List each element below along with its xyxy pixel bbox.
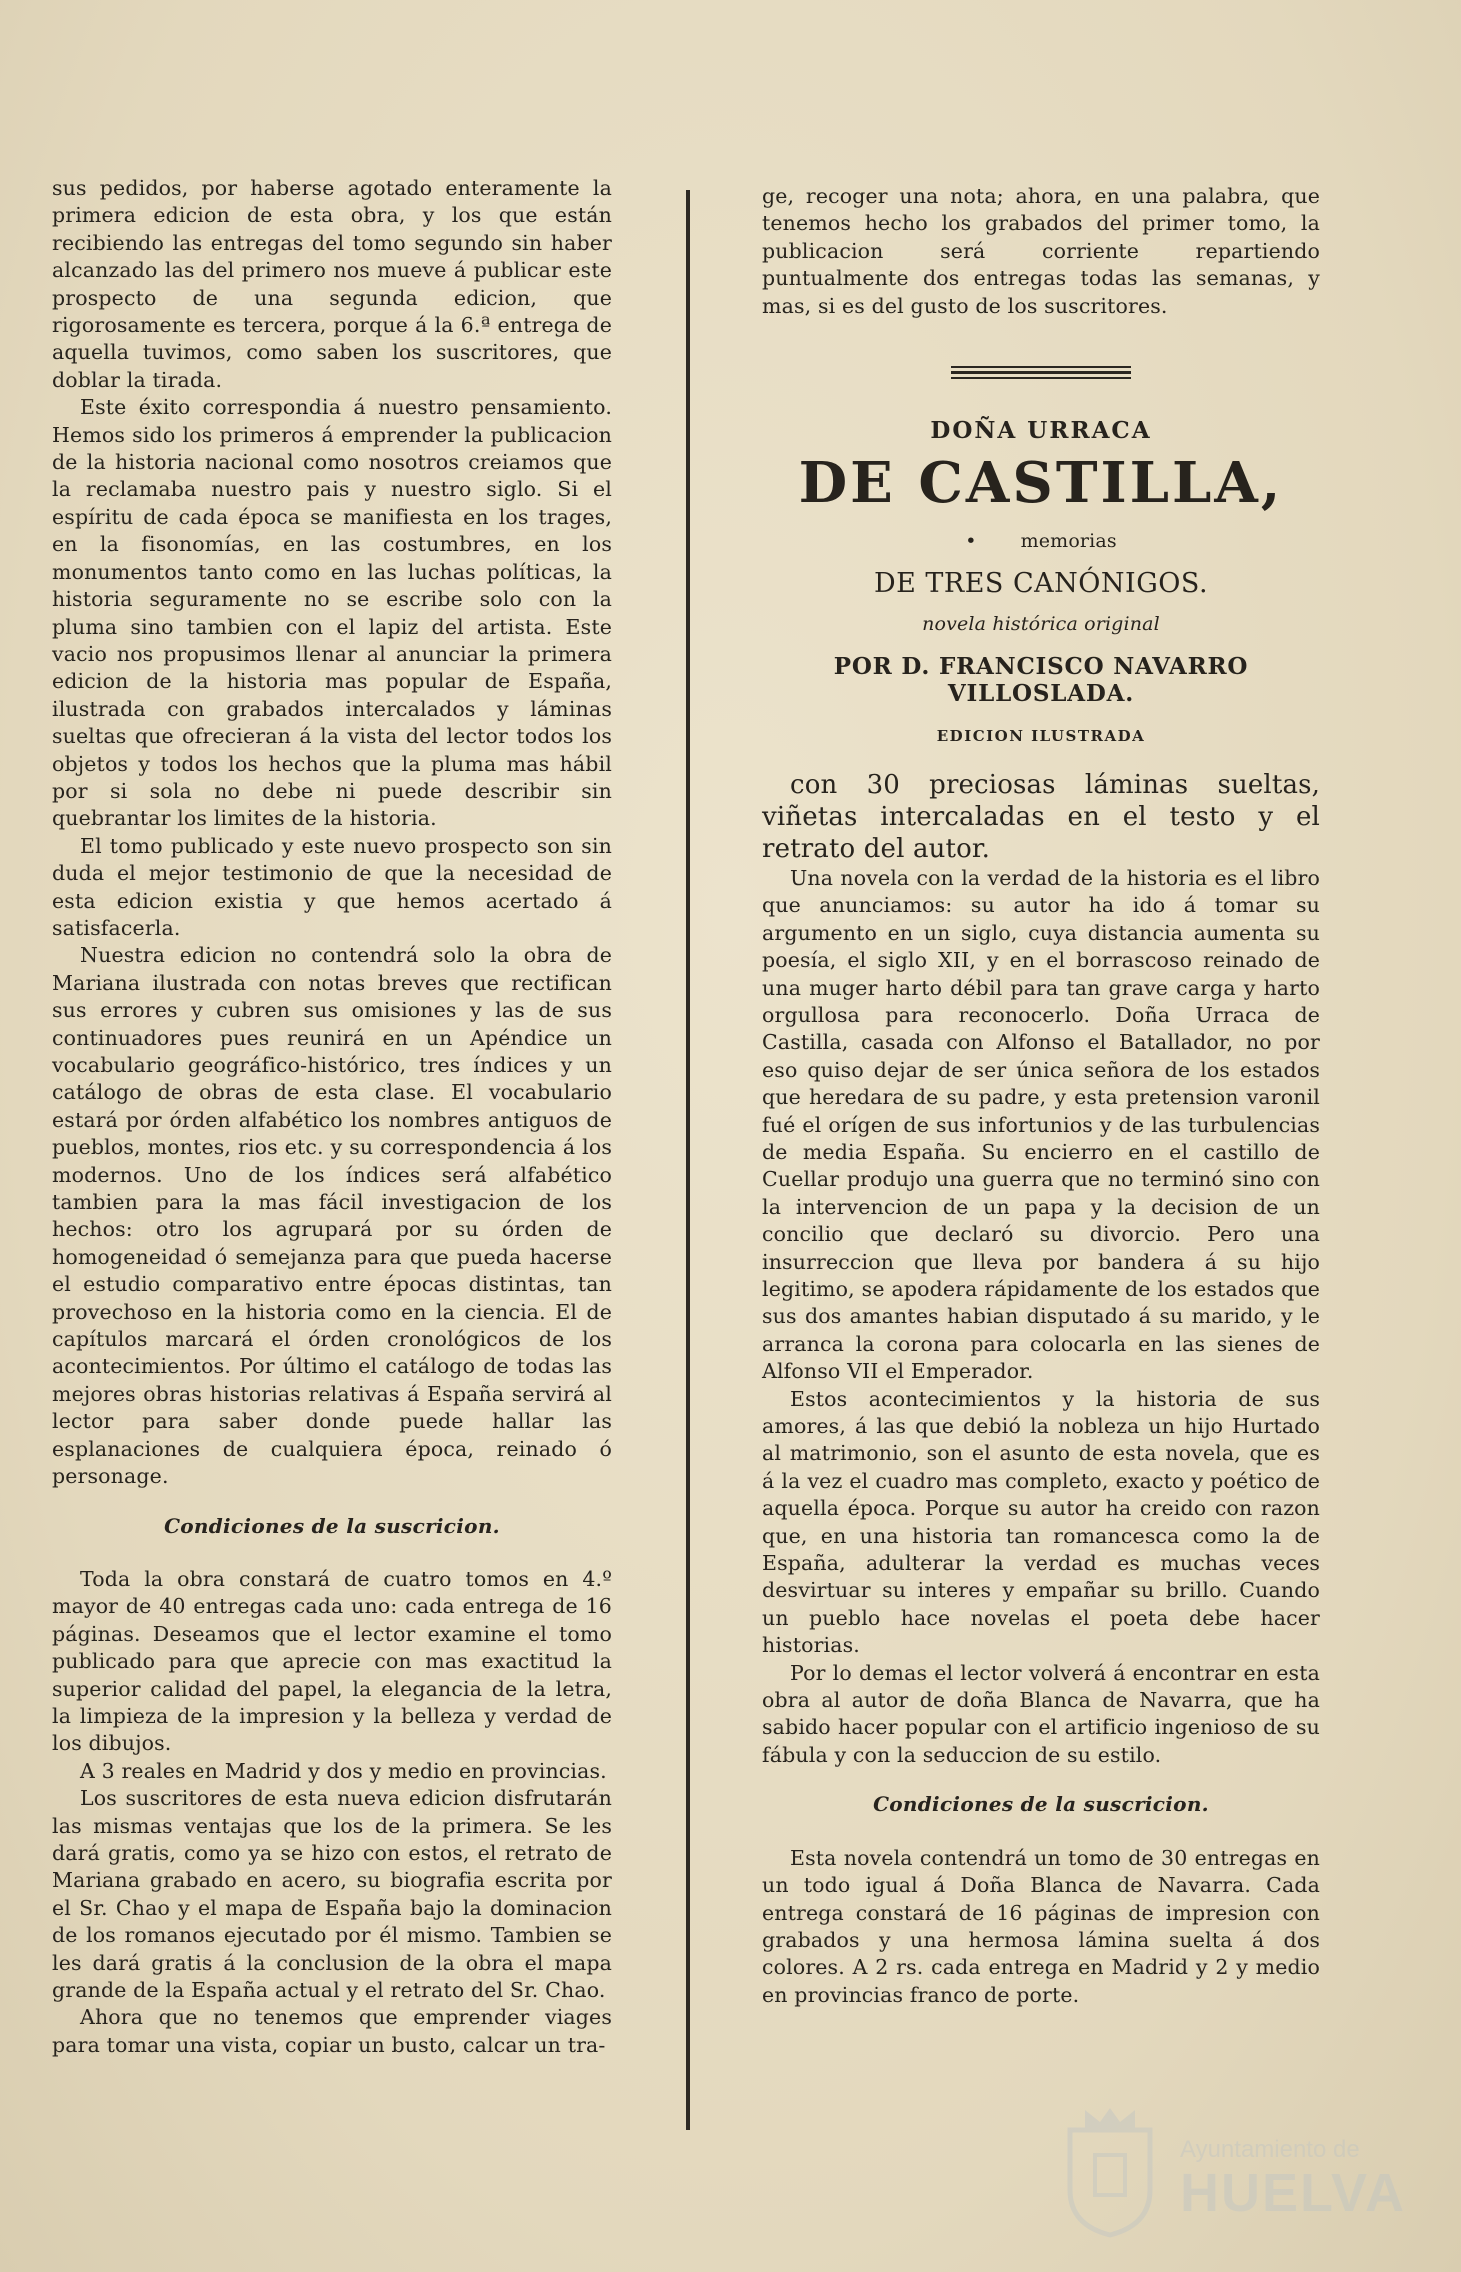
left-conditions-paragraph-3: Los suscritores de esta nueva edicion disfrutarán las mismas ventajas que los de la primera. Se les dará gratis, como ya se hizo con estos, el retrato de Mariana grabado en acero, su biografia escrita por el Sr. Chao y el mapa de España bajo la dominacion de los romanos ejecutado por él mismo. Tambien se les dará gratis á la conclusion de la obra el mapa grande de la España actual y el retrato del Sr. Chao. [52,1786,612,2002]
watermark-line-2: HUELVA [1180,2163,1406,2223]
edition-label: EDICION ILUSTRADA [936,727,1146,746]
title-line-canonigos: DE TRES CANÓNIGOS. [873,567,1209,599]
memorias-text: memorias [1020,530,1117,553]
book-title-block [762,417,1320,751]
ornamental-rule [951,366,1131,379]
right-column [762,183,1320,2009]
city-seal-icon [1050,2100,1170,2240]
right-conditions-paragraph: Esta novela contendrá un tomo de 30 entregas en un todo igual á Doña Blanca de Navarra. Cada entrega constará de 16 páginas de impresion con grabados y una hermosa lámina suelta á dos colores. A 2 rs. cada entrega en Madrid y 2 y medio en provincias franco de porte. [762,1845,1320,2007]
left-conditions-paragraph-4: Ahora que no tenemos que emprender viages para tomar una vista, copiar un busto, calcar un tra- [52,2005,612,2057]
left-conditions-heading: Condiciones de la suscricion. [164,1513,500,1538]
bullet-mark: • [965,530,977,553]
left-column [52,175,612,2059]
watermark-line-1: Ayuntamiento de [1180,2136,1360,2163]
huelva-watermark [1050,2100,1406,2240]
right-continuation: ge, recoger una nota; ahora, en una palabra, que tenemos hecho los grabados del primer tomo, la publicacion será corriente repartiendo puntualmente dos entregas todas las semanas, y mas, si es del gusto de los suscritores. [762,184,1320,318]
right-paragraph-1: Una novela con la verdad de la historia es el libro que anunciamos: su autor ha ido á tomar su argumento en un siglo, cuya distancia aumenta su poesía, el siglo XII, y en el borrascoso reinado de una muger harto débil para tan grave carga y harto orgullosa para reconocerlo. Doña Urraca de Castilla, casada con Alfonso el Batallador, no por eso quiso dejar de ser única señora de los estados que heredara de su padre, y esta pretension varonil fué el orígen de sus infortunios y de las turbulencias de media España. Su encierro en el castillo de Cuellar produjo una guerra que no terminó sino con la intervencion de un papa y la decision de un concilio que declaró su divorcio. Pero una insurreccion que lleva por bandera á su hijo legitimo, se apodera rápidamente de los estados que sus dos amantes habian disputado á su marido, y le arranca la corona para colocarla en las sienes de Alfonso VII el Emperador. [762,865,1320,1384]
right-conditions-heading: Condiciones de la suscricion. [873,1792,1209,1817]
column-divider [686,190,690,2130]
title-line-castilla: DE CASTILLA, [798,450,1284,517]
left-paragraph-1: sus pedidos, por haberse agotado enteramente la primera edicion de esta obra, y los que están recibiendo las entregas del tomo segundo sin haber alcanzado las del primero nos mueve á publicar este prospecto de una segunda edicion, que rigorosamente es tercera, porque á la 6.ª entrega de aquella tuvimos, como saben los suscritores, que doblar la tirada. [52,176,612,392]
right-paragraph-3: Por lo demas el lector volverá á encontrar en esta obra al autor de doña Blanca de Navarra, que ha sabido hacer popular con el artificio ingenioso de su fábula y con la seduccion de su estilo. [762,1660,1320,1767]
title-memorias [762,528,1320,555]
plates-description: con 30 preciosas láminas sueltas, viñetas intercaladas en el testo y el retrato del autor. [762,769,1320,864]
left-conditions-paragraph-2: A 3 reales en Madrid y dos y medio en provincias. [80,1758,607,1783]
book-subtitle: novela histórica original [922,613,1160,636]
left-paragraph-4: Nuestra edicion no contendrá solo la obra de Mariana ilustrada con notas breves que rectifican sus errores y cubren sus omisiones y las de sus continuadores pues reunirá en un Apéndice un vocabulario geográfico-histórico, tres índices y un catálogo de obras de esta clase. El vocabulario estará por órden alfabético los nombres antiguos de pueblos, montes, rios etc. y su correspondencia á los modernos. Uno de los índices será alfabético tambien para la mas fácil investigacion de los hechos: otro los agrupará por su órden de homogeneidad ó semejanza para que pueda hacerse el estudio comparativo entre épocas distintas, tan provechoso en la historia como en la ciencia. El de capítulos marcará el órden cronológicos de los acontecimientos. Por último el catálogo de todas las mejores obras historias relativas á España servirá al lector para saber donde puede hallar las esplanaciones de cualquiera época, reinado ó personage. [52,943,612,1489]
title-line-urraca: DOÑA URRACA [930,417,1152,445]
book-author: POR D. FRANCISCO NAVARRO VILLOSLADA. [833,652,1249,708]
left-paragraph-2: Este éxito correspondia á nuestro pensamiento. Hemos sido los primeros á emprender la publicacion de la historia nacional como nosotros creiamos que la reclamaba nuestro pais y nuestro siglo. Si el espíritu de cada época se manifiesta en los trages, en la fisonomías, en las costumbres, en los monumentos tanto como en las luchas políticas, la historia seguramente no se escribe solo con la pluma sino tambien con el lapiz del artista. Este vacio nos propusimos llenar al anunciar la primera edicion de la historia mas popular de España, ilustrada con grabados intercalados y láminas sueltas que ofrecieran á la vista del lector todos los objetos y todos los hechos que la pluma mas hábil por si sola no debe ni puede describir sin quebrantar los limites de la historia. [52,395,612,831]
left-paragraph-3: El tomo publicado y este nuevo prospecto son sin duda el mejor testimonio de que la necesidad de esta edicion existia y que hemos acertado á satisfacerla. [52,833,612,940]
left-conditions-paragraph-1: Toda la obra constará de cuatro tomos en 4.º mayor de 40 entregas cada uno: cada entrega de 16 páginas. Deseamos que el lector examine el tomo publicado para que aprecie con mas exactitud la superior calidad del papel, la elegancia de la letra, la limpieza de la impresion y la belleza y verdad de los dibujos. [52,1566,612,1756]
right-paragraph-2: Estos acontecimientos y la historia de sus amores, á las que debió la nobleza un hijo Hurtado al matrimonio, son el asunto de esta novela, que es á la vez el cuadro mas completo, exacto y poético de aquella época. Porque su autor ha creido con razon que, en una historia tan romancesca como la de España, adulterar la verdad es muchas veces desvirtuar su interes y empañar su brillo. Cuando un pueblo hace novelas el poeta debe hacer historias. [762,1386,1320,1658]
